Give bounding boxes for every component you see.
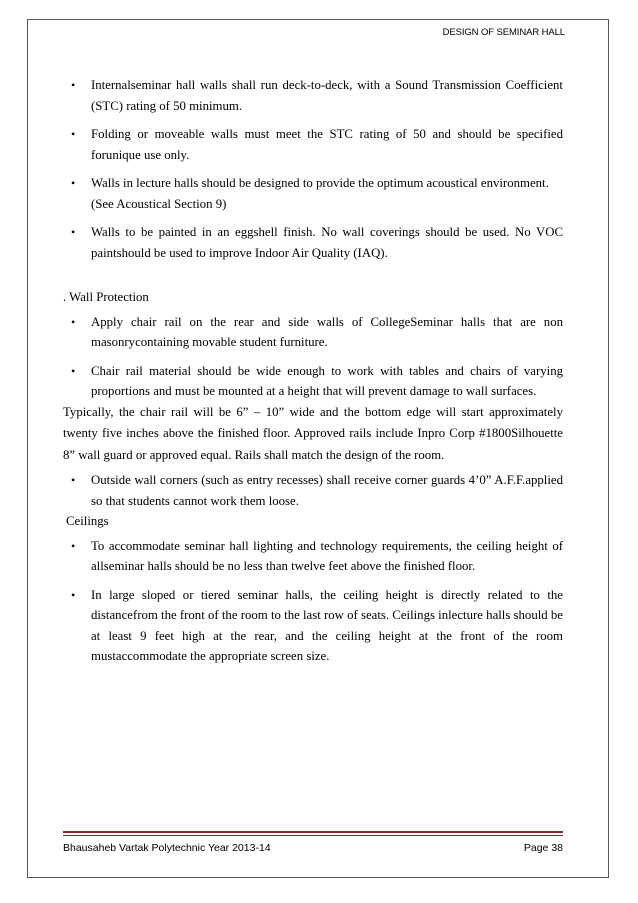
list-item	[63, 536, 563, 577]
list-item	[63, 585, 563, 667]
bullet-icon: •	[71, 587, 76, 602]
bullet-icon: •	[71, 473, 76, 487]
bullet-icon: •	[71, 225, 76, 239]
bullet-icon: •	[71, 127, 76, 141]
list-item-text: In large sloped or tiered seminar halls, the ceiling height is directly related to the distancefrom the front of the room to the last row of seats. Ceilings inlecture halls should be at least 9 feet high at the rear, and the ceiling height at the front of the room mustaccommodate the appropriate screen size.	[91, 587, 563, 663]
section3-list	[63, 536, 563, 667]
list-item	[63, 470, 563, 511]
list-item	[63, 173, 563, 214]
list-item-text: Folding or moveable walls must meet the STC rating of 50 and should be specified forunique use only.	[91, 127, 563, 162]
list-item	[63, 312, 563, 353]
page-body	[63, 75, 563, 675]
footer-rule	[63, 831, 563, 833]
paragraph-chair-rail: Typically, the chair rail will be 6” – 10” wide and the bottom edge will start approximately twenty five inches above the finished floor. Approved rails include Inpro Corp #1800Silhouette 8” wall guard or approved equal. Rails shall match the design of the room.	[63, 404, 563, 462]
bullet-icon: •	[71, 314, 76, 329]
running-header: DESIGN OF SEMINAR HALL	[442, 27, 565, 38]
bullet-icon: •	[71, 176, 76, 190]
bullet-icon: •	[71, 78, 76, 92]
list-item-text: Internalseminar hall walls shall run deck-to-deck, with a Sound Transmission Coefficient (STC) rating of 50 minimum.	[91, 78, 563, 113]
section2-list-2	[63, 470, 563, 511]
list-item	[63, 75, 563, 116]
section-heading-wall-protection: . Wall Protection	[63, 290, 149, 304]
list-item-text: To accommodate seminar hall lighting and technology requirements, the ceiling height of allseminar halls should be no less than twelve feet above the finished floor.	[91, 538, 563, 573]
bullet-icon: •	[71, 538, 76, 553]
list-item-text: Apply chair rail on the rear and side walls of CollegeSeminar halls that are non masonrycontaining movable student furniture.	[91, 314, 563, 349]
page-number: Page 38	[523, 842, 563, 854]
list-item	[63, 361, 563, 402]
list-item-text: Chair rail material should be wide enough to work with tables and chairs of varying proportions and must be mounted at a height that will prevent damage to wall surfaces.	[91, 363, 563, 398]
list-item-text: Outside wall corners (such as entry recesses) shall receive corner guards 4’0” A.F.F.applied so that students cannot work them loose.	[91, 473, 563, 508]
list-item-text: Walls in lecture halls should be designed to provide the optimum acoustical environment.	[91, 176, 549, 190]
section1-list	[63, 75, 563, 263]
list-item	[63, 222, 563, 263]
section-heading-ceilings: Ceilings	[66, 514, 109, 528]
list-item-text: Walls to be painted in an eggshell finish. No wall coverings should be used. No VOC paintshould be used to improve Indoor Air Quality (IAQ).	[91, 225, 563, 260]
footer-rule-thin	[63, 835, 563, 836]
section2-list	[63, 312, 563, 402]
footer-institution: Bhausaheb Vartak Polytechnic Year 2013-14	[63, 842, 271, 854]
list-item	[63, 124, 563, 165]
bullet-icon: •	[71, 363, 76, 378]
list-item-reference: (See Acoustical Section 9)	[91, 196, 227, 211]
